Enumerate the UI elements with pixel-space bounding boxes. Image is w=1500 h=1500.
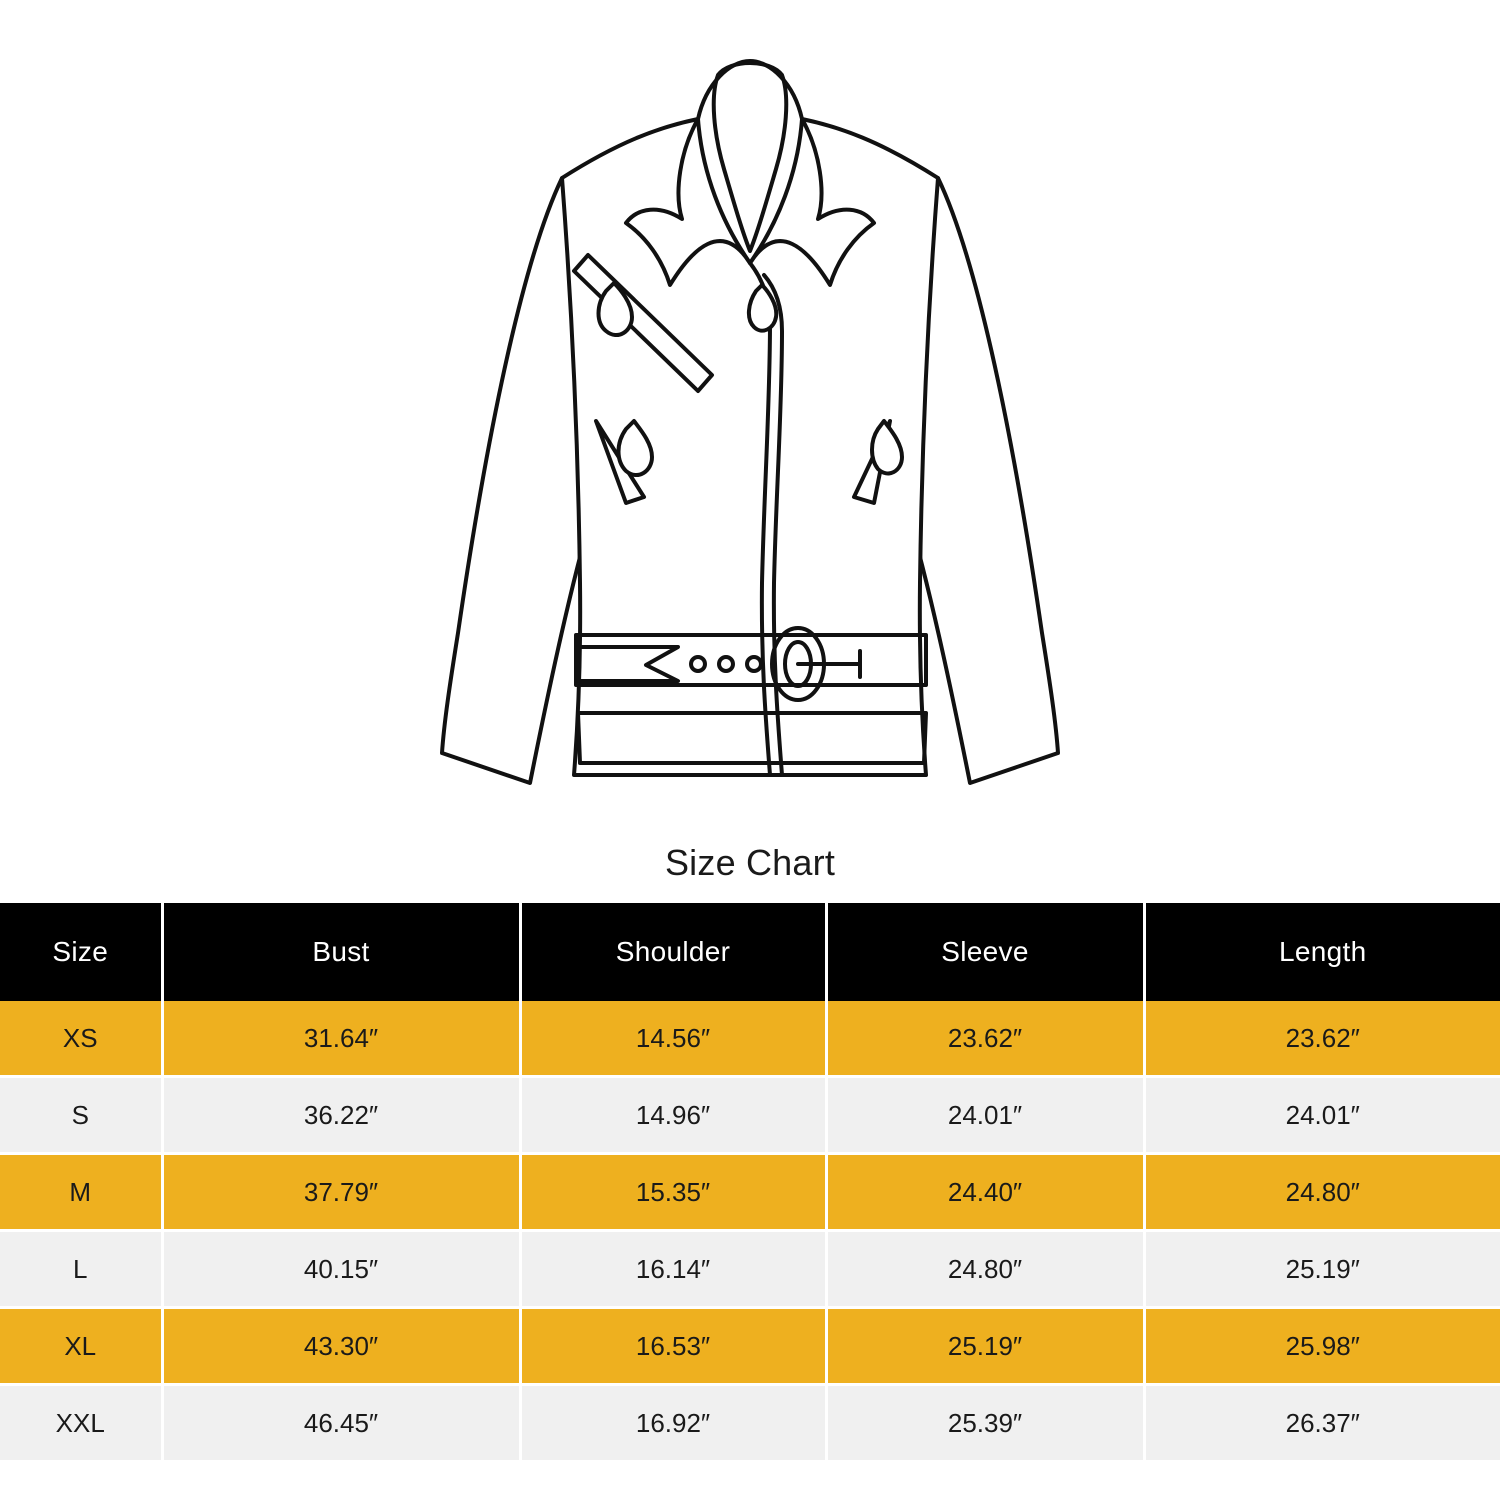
column-header-sleeve: Sleeve — [826, 903, 1144, 1001]
cell-bust: 31.64″ — [162, 1001, 520, 1077]
cell-shoulder: 15.35″ — [520, 1154, 826, 1231]
cell-bust: 40.15″ — [162, 1231, 520, 1308]
cell-sleeve: 23.62″ — [826, 1001, 1144, 1077]
biker-jacket-icon — [430, 23, 1070, 823]
cell-sleeve: 24.80″ — [826, 1231, 1144, 1308]
cell-bust: 43.30″ — [162, 1308, 520, 1385]
cell-size: XL — [0, 1308, 162, 1385]
cell-shoulder: 14.96″ — [520, 1077, 826, 1154]
cell-shoulder: 14.56″ — [520, 1001, 826, 1077]
cell-size: M — [0, 1154, 162, 1231]
column-header-bust: Bust — [162, 903, 520, 1001]
cell-sleeve: 24.01″ — [826, 1077, 1144, 1154]
size-chart-table — [0, 903, 1500, 1460]
table-header-row — [0, 903, 1500, 1001]
cell-size: S — [0, 1077, 162, 1154]
table-row — [0, 1385, 1500, 1461]
table-row — [0, 1231, 1500, 1308]
cell-sleeve: 24.40″ — [826, 1154, 1144, 1231]
cell-bust: 36.22″ — [162, 1077, 520, 1154]
cell-length: 26.37″ — [1144, 1385, 1500, 1461]
column-header-length: Length — [1144, 903, 1500, 1001]
table-row — [0, 1001, 1500, 1077]
cell-bust: 46.45″ — [162, 1385, 520, 1461]
cell-length: 25.19″ — [1144, 1231, 1500, 1308]
table-row — [0, 1154, 1500, 1231]
cell-sleeve: 25.19″ — [826, 1308, 1144, 1385]
cell-size: XXL — [0, 1385, 162, 1461]
cell-sleeve: 25.39″ — [826, 1385, 1144, 1461]
cell-shoulder: 16.92″ — [520, 1385, 826, 1461]
table-row — [0, 1308, 1500, 1385]
cell-length: 24.01″ — [1144, 1077, 1500, 1154]
cell-size: L — [0, 1231, 162, 1308]
cell-length: 24.80″ — [1144, 1154, 1500, 1231]
cell-size: XS — [0, 1001, 162, 1077]
column-header-size: Size — [0, 903, 162, 1001]
column-header-shoulder: Shoulder — [520, 903, 826, 1001]
page-title: Size Chart — [664, 842, 836, 883]
cell-bust: 37.79″ — [162, 1154, 520, 1231]
table-row — [0, 1077, 1500, 1154]
cell-shoulder: 16.14″ — [520, 1231, 826, 1308]
cell-shoulder: 16.53″ — [520, 1308, 826, 1385]
cell-length: 23.62″ — [1144, 1001, 1500, 1077]
cell-length: 25.98″ — [1144, 1308, 1500, 1385]
